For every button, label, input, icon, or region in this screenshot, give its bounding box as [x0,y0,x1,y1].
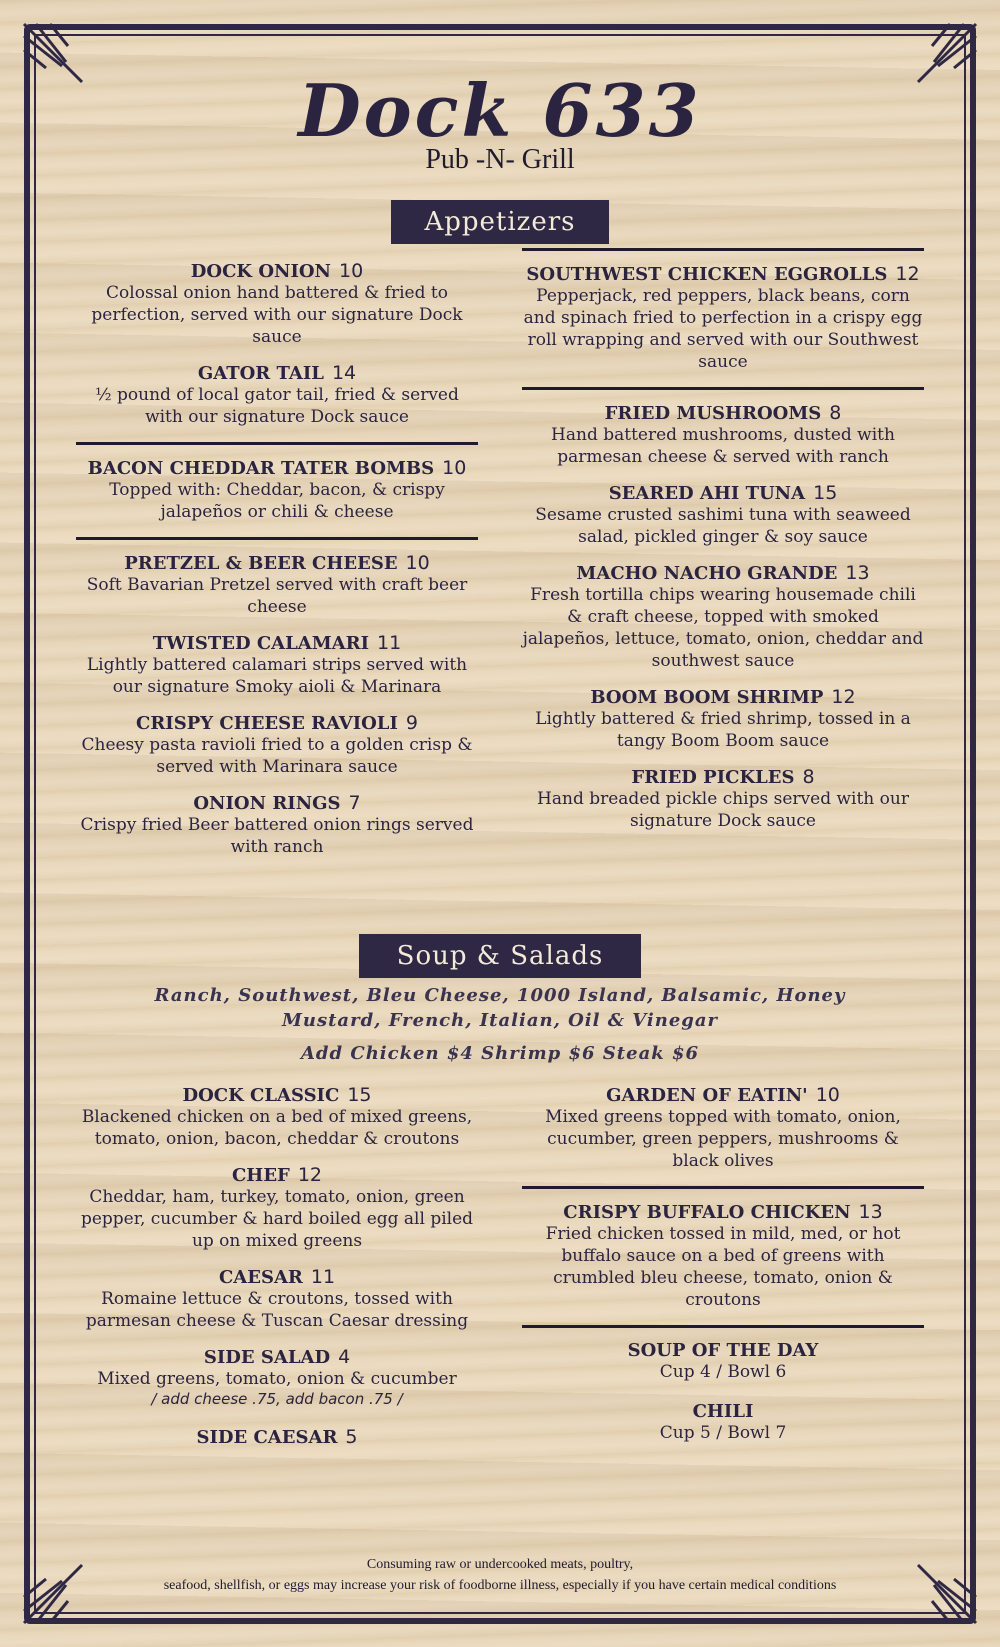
item-name: CRISPY BUFFALO CHICKEN [563,1202,851,1223]
item-price: 10 [339,260,364,282]
dressings-line-2: Mustard, French, Italian, Oil & Vinegar [281,1010,719,1031]
item-description: Soft Bavarian Pretzel served with craft beer cheese [86,575,468,617]
item-description: Mixed greens, tomato, onion & cucumber [97,1369,457,1389]
item-name: CAESAR [218,1267,303,1288]
item-price: 13 [858,1201,883,1223]
item-name: BACON CHEDDAR TATER BOMBS [87,458,435,479]
divider [522,248,924,251]
item-price: 10 [405,552,430,574]
menu-item [76,362,478,428]
restaurant-title: Dock 633 [298,68,702,153]
item-description: ½ pound of local gator tail, fried & served with our signature Dock sauce [95,385,459,427]
menu-item [522,686,924,752]
health-warning-line-2: seafood, shellfish, or eggs may increase your risk of foodborne illness, especially if you have certain medical conditions [163,1578,837,1593]
item-name: SIDE SALAD [203,1347,331,1368]
item-name: CRISPY CHEESE RAVIOLI [136,713,398,734]
menu-item [522,263,924,373]
salads-left-column [76,1084,478,1462]
item-description: Lightly battered calamari strips served with our signature Smoky aioli & Marinara [86,655,468,697]
item-name: DOCK CLASSIC [182,1085,340,1106]
item-name: TWISTED CALAMARI [152,633,369,654]
item-name: FRIED MUSHROOMS [604,403,822,424]
item-name: CHEF [231,1165,290,1186]
item-description: Topped with: Cheddar, bacon, & crispy jalapeños or chili & cheese [109,480,445,522]
item-price: 11 [377,632,402,654]
menu-item [522,1084,924,1172]
menu-item [76,1084,478,1150]
item-price: 7 [348,792,361,814]
divider [522,1186,924,1189]
item-description: Hand battered mushrooms, dusted with parmesan cheese & served with ranch [551,425,895,467]
item-price: 8 [829,402,842,424]
item-name: GARDEN OF EATIN' [606,1085,808,1106]
divider [76,442,478,445]
item-name: PRETZEL & BEER CHEESE [124,553,398,574]
item-description: Fried chicken tossed in mild, med, or hot buffalo sauce on a bed of greens with crumbled bleu cheese, tomato, onion & croutons [545,1224,901,1310]
item-description: Cheesy pasta ravioli fried to a golden crisp & served with Marinara sauce [81,735,473,777]
divider [522,387,924,390]
item-price: 15 [813,482,838,504]
item-name: SOUP OF THE DAY [627,1340,819,1361]
item-name: SOUTHWEST CHICKEN EGGROLLS [526,264,888,285]
item-description: Colossal onion hand battered & fried to perfection, served with our signature Dock sauce [91,283,463,347]
item-description: Blackened chicken on a bed of mixed greens, tomato, onion, bacon, cheddar & croutons [81,1107,473,1149]
item-price: 14 [331,362,357,384]
item-price: 13 [845,562,870,584]
item-name: DOCK ONION [190,261,332,282]
item-price: 12 [297,1164,323,1186]
item-note: / add cheese .75, add bacon .75 / [151,1390,403,1408]
item-name: SEARED AHI TUNA [608,483,806,504]
menu-item [76,792,478,858]
divider [522,1325,924,1328]
menu-item [76,457,478,523]
restaurant-subtitle: Pub -N- Grill [425,144,575,175]
menu-item [76,712,478,778]
menu-item [76,260,478,348]
dressings-line-1: Ranch, Southwest, Bleu Cheese, 1000 Island, Balsamic, Honey [154,985,846,1006]
menu-item [76,1346,478,1408]
item-description: Romaine lettuce & croutons, tossed with parmesan cheese & Tuscan Caesar dressing [85,1289,469,1331]
menu-item [76,1426,478,1448]
menu-item [522,1201,924,1311]
item-price: 4 [338,1346,351,1368]
item-description: Hand breaded pickle chips served with our signature Dock sauce [537,789,909,831]
item-description: Lightly battered & fried shrimp, tossed in a tangy Boom Boom sauce [535,709,911,751]
item-price: 10 [442,457,467,479]
menu-item [76,632,478,698]
item-name: GATOR TAIL [197,363,324,384]
appetizers-left-column [76,260,478,872]
item-name: MACHO NACHO GRANDE [576,563,838,584]
item-description: Cup 4 / Bowl 6 [659,1362,787,1382]
menu-item [76,1266,478,1332]
item-description: Cheddar, ham, turkey, tomato, onion, green pepper, cucumber & hard boiled egg all piled up on mixed greens [80,1187,474,1251]
menu-item [522,482,924,548]
item-description: Sesame crusted sashimi tuna with seaweed salad, pickled ginger & soy sauce [535,505,911,547]
menu-item [76,1164,478,1252]
item-name: CHILI [692,1401,754,1422]
item-price: 10 [815,1084,840,1106]
menu-item [522,402,924,468]
item-price: 5 [345,1426,358,1448]
appetizers-right-column [522,248,924,846]
menu-item [522,766,924,832]
item-name: SIDE CAESAR [196,1427,338,1448]
divider [76,537,478,540]
item-description: Mixed greens topped with tomato, onion, cucumber, green peppers, mushrooms & black olives [545,1107,901,1171]
item-description: Fresh tortilla chips wearing housemade chili & craft cheese, topped with smoked jalapeños, lettuce, tomato, onion, cheddar and southwest sauce [522,585,924,671]
item-price: 11 [310,1266,336,1288]
item-name: ONION RINGS [193,793,341,814]
menu-item [76,552,478,618]
item-price: 12 [895,263,920,285]
health-warning-line-1: Consuming raw or undercooked meats, poultry, [366,1557,634,1572]
soup-salads-heading: Soup & Salads [359,934,641,978]
salad-addons: Add Chicken $4 Shrimp $6 Steak $6 [300,1043,700,1064]
item-name: FRIED PICKLES [631,767,795,788]
salads-right-column [522,1084,924,1458]
item-price: 9 [405,712,418,734]
appetizers-heading: Appetizers [391,200,609,244]
menu-item [522,562,924,672]
item-description: Cup 5 / Bowl 7 [659,1423,787,1443]
item-name: BOOM BOOM SHRIMP [590,687,824,708]
item-price: 12 [831,686,856,708]
item-price: 15 [347,1084,372,1106]
item-description: Crispy fried Beer battered onion rings served with ranch [80,815,474,857]
item-description: Pepperjack, red peppers, black beans, corn and spinach fried to perfection in a crispy egg roll wrapping and served with our Southwest sauce [523,286,923,372]
menu-item [522,1401,924,1444]
menu-item [522,1340,924,1383]
item-price: 8 [802,766,815,788]
